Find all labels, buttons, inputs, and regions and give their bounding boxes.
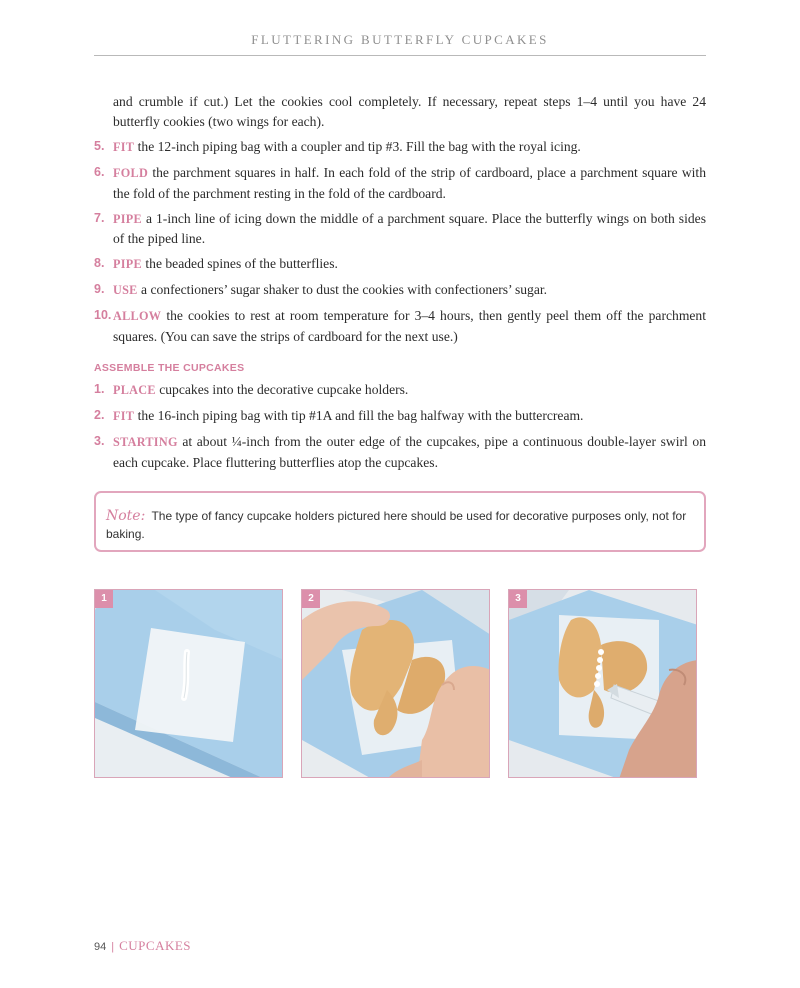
step-number: 2.	[94, 408, 105, 422]
photo-number: 3	[509, 590, 527, 608]
step-verb: PIPE	[113, 257, 142, 271]
step-verb: USE	[113, 283, 138, 297]
photo-illustration-placing-wings	[302, 590, 490, 778]
step-text: the cookies to rest at room temperature for 3–4 hours, then gently peel them off the parchment squares. (You can save the strips of cardboard for the next use.)	[113, 308, 706, 344]
step-number: 6.	[94, 165, 105, 179]
step-text: the 16-inch piping bag with tip #1A and fill the bag halfway with the buttercream.	[134, 408, 584, 423]
step-8	[94, 254, 706, 275]
step-verb: STARTING	[113, 435, 178, 449]
step-text: the 12-inch piping bag with a coupler and tip #3. Fill the bag with the royal icing.	[134, 139, 581, 154]
step-verb: FOLD	[113, 166, 149, 180]
step-10	[94, 306, 706, 346]
step-verb: PIPE	[113, 211, 142, 226]
step-number: 7.	[94, 210, 105, 225]
step-5	[94, 137, 706, 158]
page-footer	[94, 938, 191, 954]
step-text: the parchment squares in half. In each fold of the strip of cardboard, place a parchment square with the fold of the parchment resting in the fold of the cardboard.	[113, 165, 706, 201]
step-text: at about ¼-inch from the outer edge of the cupcakes, pipe a continuous double-layer swirl on each cupcake. Place fluttering butterflies atop the cupcakes.	[113, 434, 706, 470]
step-text: cupcakes into the decorative cupcake holders.	[155, 382, 409, 397]
photo-number: 1	[95, 590, 113, 608]
assemble-steps	[94, 380, 706, 472]
step-text: a confectioners’ sugar shaker to dust the cookies with confectioners’ sugar.	[137, 282, 548, 297]
step-number: 9.	[94, 282, 105, 296]
step-photo-1	[94, 589, 283, 778]
step-photo-3	[508, 589, 697, 778]
step-number: 10.	[94, 308, 112, 322]
running-header: FLUTTERING BUTTERFLY CUPCAKES	[251, 32, 549, 47]
assemble-step-1	[94, 380, 706, 401]
assemble-step-2	[94, 406, 706, 427]
step-9	[94, 280, 706, 301]
step-photo-2	[301, 589, 490, 778]
photo-illustration-piping-spine	[509, 590, 697, 778]
photo-number: 2	[302, 590, 320, 608]
step-number: 5.	[94, 139, 105, 153]
step-number: 8.	[94, 256, 105, 270]
note-box	[94, 491, 706, 552]
step-number: 1.	[94, 382, 105, 396]
intro-continued: and crumble if cut.) Let the cookies cool completely. If necessary, repeat steps 1–4 until you have 24 butterfly cookies (two wings for each).	[113, 94, 706, 129]
decorate-steps	[94, 137, 706, 346]
note-label: Note:	[106, 508, 146, 524]
step-verb: FIT	[113, 409, 135, 423]
step-verb: ALLOW	[113, 309, 162, 323]
chapter-name: CUPCAKES	[119, 938, 192, 953]
page-number: 94	[94, 941, 107, 953]
footer-separator: |	[111, 941, 115, 953]
section-heading-assemble: ASSEMBLE THE CUPCAKES	[94, 362, 245, 374]
recipe-body	[94, 92, 706, 478]
step-text: the beaded spines of the butterflies.	[141, 256, 338, 271]
photo-illustration-parchment-icing	[95, 590, 283, 778]
step-verb: PLACE	[113, 383, 156, 397]
step-text: a 1-inch line of icing down the middle of a parchment square. Place the butterfly wings on both sides of the piped line.	[113, 210, 706, 246]
step-number: 3.	[94, 434, 105, 448]
note-text: The type of fancy cupcake holders pictured here should be used for decorative purposes only, not for baking.	[106, 509, 687, 541]
step-6	[94, 163, 706, 203]
assemble-step-3	[94, 432, 706, 472]
step-7	[94, 209, 706, 249]
step-verb: FIT	[113, 140, 135, 154]
header-rule	[94, 55, 706, 56]
